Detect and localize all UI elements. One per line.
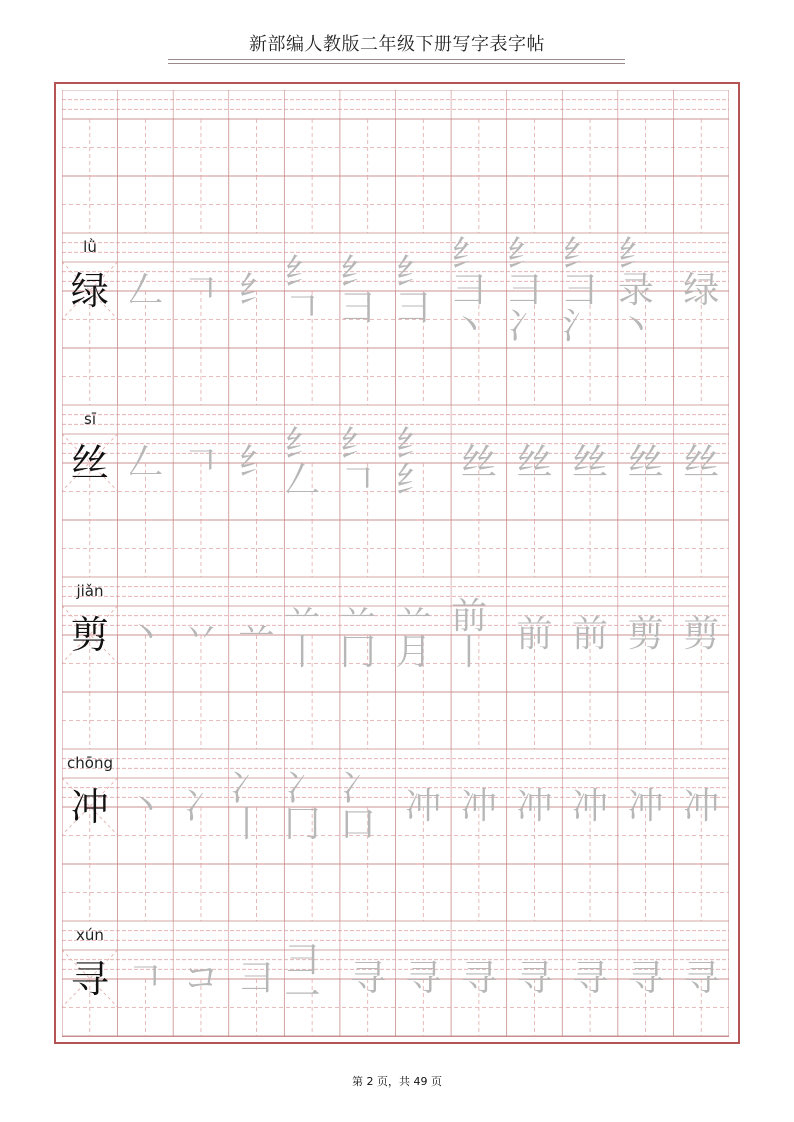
- stroke-order-step: 寻: [460, 957, 497, 999]
- stroke-order-step: 前丨: [451, 595, 488, 673]
- practice-grid: [62, 90, 729, 1037]
- stroke-order-step: 冫冂: [284, 767, 321, 845]
- stroke-order-step: 冲: [572, 785, 609, 827]
- model-character: 冲: [70, 784, 109, 829]
- stroke-order-step: 𠃍: [182, 441, 219, 483]
- pinyin-label: chōng: [67, 754, 113, 772]
- stroke-order-step: 冲: [627, 785, 664, 827]
- page-footer: 第 2 页，共 49 页: [352, 1075, 442, 1088]
- stroke-order-step: 纟纟: [395, 423, 432, 501]
- stroke-order-step: 冫: [182, 785, 219, 827]
- stroke-order-step: 䒑冂: [339, 595, 376, 673]
- stroke-order-step: 丝: [627, 441, 664, 483]
- pinyin-label: xún: [76, 926, 104, 944]
- stroke-order-step: 纟: [238, 441, 275, 483]
- stroke-order-step: コ: [182, 957, 219, 999]
- stroke-order-step: 丝: [572, 441, 609, 483]
- stroke-order-step: 丝: [460, 441, 497, 483]
- model-character: 剪: [70, 612, 109, 657]
- stroke-order-step: 冲: [460, 785, 497, 827]
- stroke-order-step: 剪: [683, 613, 720, 655]
- stroke-order-step: 纟𠃍: [339, 423, 376, 501]
- stroke-order-step: 寻: [349, 957, 386, 999]
- stroke-order-step: 寻: [405, 957, 442, 999]
- stroke-order-step: 纟彐: [339, 251, 376, 329]
- stroke-order-step: 纟𠃋: [284, 423, 321, 501]
- stroke-order-step: 纟⺕氵: [562, 233, 599, 347]
- stroke-order-step: 前: [516, 613, 553, 655]
- stroke-order-step: 纟⺕冫: [506, 233, 543, 347]
- stroke-order-step: 剪: [627, 613, 664, 655]
- stroke-order-step: 䒑月: [395, 595, 432, 673]
- stroke-order-step: 寻: [572, 957, 609, 999]
- page-title: 新部编人教版二年级下册写字表字帖: [249, 34, 545, 55]
- stroke-order-step: 纟⺕: [395, 251, 432, 329]
- stroke-order-step: 䒑: [238, 613, 275, 655]
- stroke-order-step: 𠃍: [127, 957, 164, 999]
- title-rule-bottom: [168, 63, 625, 64]
- stroke-order-step: 寻: [683, 957, 720, 999]
- pinyin-label: lǜ: [83, 238, 97, 256]
- model-character: 丝: [70, 440, 109, 485]
- model-character: 绿: [70, 268, 109, 313]
- stroke-order-step: 丶: [127, 613, 164, 655]
- stroke-order-step: 丝: [516, 441, 553, 483]
- stroke-order-step: 绿: [683, 269, 720, 311]
- pinyin-label: sī: [84, 410, 96, 428]
- title-rule-top: [168, 59, 625, 60]
- pinyin-label: jiǎn: [76, 582, 104, 600]
- stroke-order-step: 冫丨: [228, 767, 265, 845]
- stroke-order-step: 彐: [238, 957, 275, 999]
- practice-sheet: [62, 90, 729, 1037]
- stroke-order-step: 寻: [627, 957, 664, 999]
- stroke-order-step: 𠃍: [182, 269, 219, 311]
- stroke-order-step: 彐一: [284, 939, 321, 1017]
- stroke-order-step: 冲: [516, 785, 553, 827]
- stroke-order-step: 丝: [683, 441, 720, 483]
- stroke-order-step: 纟𠃍: [284, 251, 321, 329]
- stroke-order-step: 寻: [516, 957, 553, 999]
- stroke-order-step: 冫口: [339, 767, 376, 845]
- stroke-order-step: 前: [572, 613, 609, 655]
- stroke-order-step: 冲: [683, 785, 720, 827]
- stroke-order-step: 纟: [238, 269, 275, 311]
- stroke-order-step: 丶: [127, 785, 164, 827]
- stroke-order-step: 冲: [405, 785, 442, 827]
- stroke-order-step: 纟录丶: [617, 233, 654, 347]
- stroke-order-step: 纟⺕丶: [451, 233, 488, 347]
- stroke-order-step: 𠃋: [127, 269, 164, 311]
- model-character: 寻: [70, 956, 109, 1001]
- stroke-order-step: 䒑丨: [284, 595, 321, 673]
- stroke-order-step: 丷: [182, 613, 219, 655]
- stroke-order-step: 𠃋: [127, 441, 164, 483]
